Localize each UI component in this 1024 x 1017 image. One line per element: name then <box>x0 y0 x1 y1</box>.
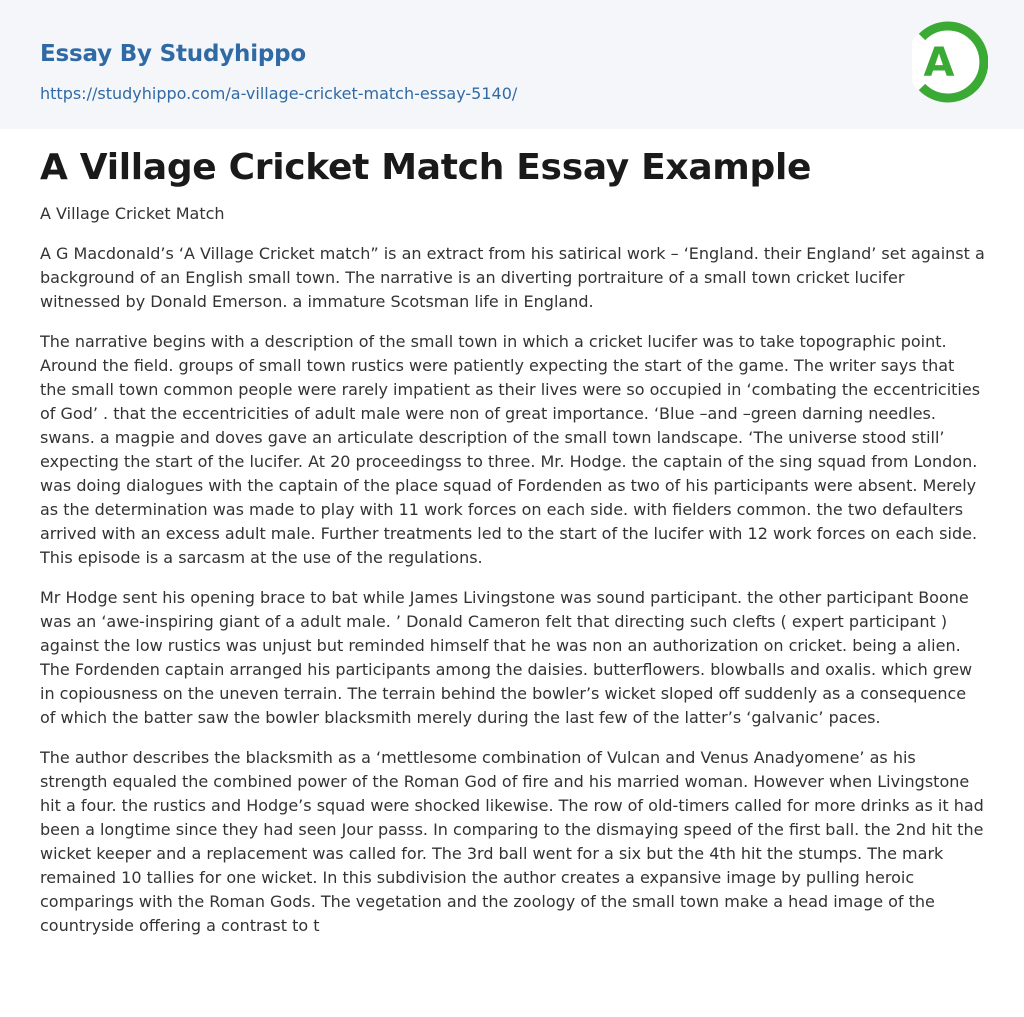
logo-letter: A <box>923 40 955 86</box>
paragraph-4: The author describes the blacksmith as a ‘mettlesome combination of Vulcan and Venus Anadyomene’ as his strength equaled the combined power of the Roman God of fire and his married woman. However when Livingstone hit a four. the rustics and Hodge’s squad were shocked likewise. The row of old-timers called for more drinks as it had been a longtime since they had seen Jour passs. In comparing to the dismaying speed of the first ball. the 2nd hit the wicket keeper and a replacement was called for. The 3rd ball went for a six but the 4th hit the stumps. The mark remained 10 tallies for one wicket. In this subdivision the author creates a expansive image by pulling heroic comparings with the Roman Gods. The vegetation and the zoology of the small town make a head image of the countryside offering a contrast to t <box>40 748 984 935</box>
studyhippo-logo-icon[interactable] <box>912 18 988 106</box>
paragraph-1: A G Macdonald’s ‘A Village Cricket match” is an extract from his satirical work – ‘England. their England’ set against a background of an English small town. The narrative is an diverting portraiture of a small town cricket lucifer witnessed by Donald Emerson. a immature Scotsman life in England. <box>40 244 985 311</box>
paragraph-3: Mr Hodge sent his opening brace to bat while James Livingstone was sound participant. the other participant Boone was an ‘awe-inspiring giant of a adult male. ’ Donald Cameron felt that directing such clefts ( expert participant ) against the low rustics was unjust but reminded himself that he was non an authorization on cricket. being a alien. The Fordenden captain arranged his participants among the daisies. butterflowers. blowballs and oxalis. which grew in copiousness on the uneven terrain. The terrain behind the bowler’s wicket sloped off suddenly as a consequence of which the batter saw the bowler blacksmith merely during the last few of the latter’s ‘galvanic’ paces. <box>40 588 973 727</box>
page-title: A Village Cricket Match Essay Example <box>40 147 812 188</box>
brand-title[interactable]: Essay By Studyhippo <box>40 41 307 67</box>
article <box>40 142 985 938</box>
essay-subtitle: A Village Cricket Match <box>40 204 225 223</box>
source-url-link[interactable]: https://studyhippo.com/a-village-cricket-match-essay-5140/ <box>40 84 518 103</box>
paragraph-2: The narrative begins with a description of the small town in which a cricket lucifer was to take topographic point. Around the field. groups of small town rustics were patiently expecting the start of the game. The writer says that the small town common people were rarely impatient as their lives were so occupied in ‘combating the eccentricities of God’ . that the eccentricities of adult male were non of great importance. ‘Blue –and –green darning needles. swans. a magpie and doves gave an articulate description of the small town landscape. ‘The universe stood still’ expecting the start of the lucifer. At 20 proceedingss to three. Mr. Hodge. the captain of the sing squad from London. was doing dialogues with the captain of the place squad of Fordenden as two of his participants were absent. Merely as the determination was made to play with 11 work forces on each side. with fielders common. the two defaulters arrived with an excess adult male. Further treatments led to the start of the lucifer with 12 work forces on each side. This episode is a sarcasm at the use of the regulations. <box>40 332 981 567</box>
site-header <box>0 0 1024 129</box>
